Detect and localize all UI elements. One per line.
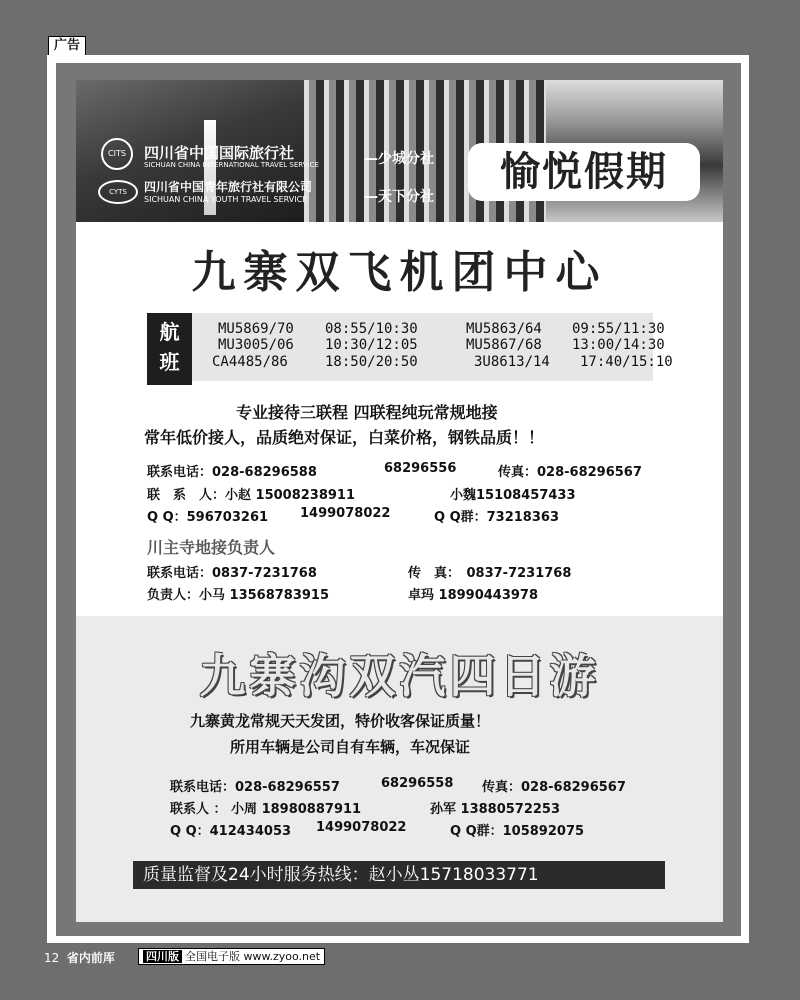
local-fax: 传 真： 0837-7231768 (408, 566, 572, 581)
cyts-logo-icon: CYTS (98, 180, 138, 204)
flight-time: 10:30/12:05 (325, 337, 418, 353)
section2-title: 九寨沟双汽四日游 (199, 649, 600, 703)
local-phone: 联系电话：0837-7231768 (147, 566, 317, 581)
flight-code: 3U8613/14 (474, 354, 550, 370)
promo-line: 常年低价接人，品质绝对保证，白菜价格，钢铁品质！！ (144, 428, 545, 447)
edition-label: 四川版 (143, 950, 182, 963)
cits-branch: —少城分社 (364, 151, 434, 167)
cyts-english-name: SICHUAN CHINA YOUTH TRAVEL SERVICE (144, 195, 308, 204)
contact-qq-2: 1499078022 (300, 506, 391, 521)
service-hotline: 质量监督及24小时服务热线：赵小丛15718033771 (133, 861, 665, 889)
cits-logo-icon: CITS (101, 138, 133, 170)
contact-fax: 传真：028-68296567 (482, 780, 626, 795)
contact-fax: 传真：028-68296567 (498, 465, 642, 480)
flight-code: MU5867/68 (466, 337, 542, 353)
promo-line: 专业接待三联程 四联程纯玩常规地接 (236, 403, 498, 422)
page-number: 12 省内前厍 (44, 951, 115, 965)
contact-phone: 联系电话：028-68296588 (147, 465, 317, 480)
flight-code: MU5863/64 (466, 321, 542, 337)
contact-qq-2: 1499078022 (316, 820, 407, 835)
contact-phone-2: 68296556 (384, 461, 457, 476)
flight-time: 18:50/20:50 (325, 354, 418, 370)
contact-person: 联 系 人：小赵 15008238911 (147, 488, 356, 503)
promo-line: 九寨黄龙常规天天发团，特价收客保证质量！ (190, 712, 491, 730)
contact-qq-group: Q Q群：73218363 (434, 510, 559, 525)
flight-label: 航 班 (147, 313, 192, 385)
section1-title: 九寨双飞机团中心 (191, 247, 608, 298)
local-person: 负责人：小马 13568783915 (147, 588, 330, 603)
cyts-name: 四川省中国青年旅行社有限公司 (144, 180, 313, 194)
slogan-badge: 愉悦假期 (468, 143, 700, 201)
cits-name: 四川省中国国际旅行社 (144, 144, 295, 162)
contact-phone-2: 68296558 (381, 776, 454, 791)
ad-tag: 广告 (48, 36, 86, 56)
local-person-2: 卓玛 18990443978 (408, 588, 539, 603)
header-banner (76, 80, 723, 222)
cyts-branch: —天下分社 (364, 189, 434, 205)
flight-code: MU3005/06 (218, 337, 294, 353)
contact-qq: Q Q：412434053 (170, 824, 292, 839)
flight-time: 09:55/11:30 (572, 321, 665, 337)
contact-qq: Q Q：596703261 (147, 510, 269, 525)
flight-code: CA4485/86 (212, 354, 288, 370)
flight-time: 17:40/15:10 (580, 354, 673, 370)
contact-person: 联系人 ： 小周 18980887911 (170, 802, 362, 817)
cits-english-name: SICHUAN CHINA INTERNATIONAL TRAVEL SERVICE (144, 161, 319, 169)
local-title: 川主寺地接负责人 (147, 538, 276, 557)
flight-time: 08:55/10:30 (325, 321, 418, 337)
promo-line: 所用车辆是公司自有车辆，车况保证 (230, 738, 471, 756)
website-link[interactable]: 全国电子版 www.zyoo.net (185, 950, 321, 963)
flight-code: MU5869/70 (218, 321, 294, 337)
contact-person-2: 小魏15108457433 (450, 488, 576, 503)
contact-person-2: 孙军 13880572253 (430, 802, 561, 817)
contact-qq-group: Q Q群：105892075 (450, 824, 585, 839)
edition-box (138, 948, 325, 965)
flight-time: 13:00/14:30 (572, 337, 665, 353)
contact-phone: 联系电话：028-68296557 (170, 780, 340, 795)
